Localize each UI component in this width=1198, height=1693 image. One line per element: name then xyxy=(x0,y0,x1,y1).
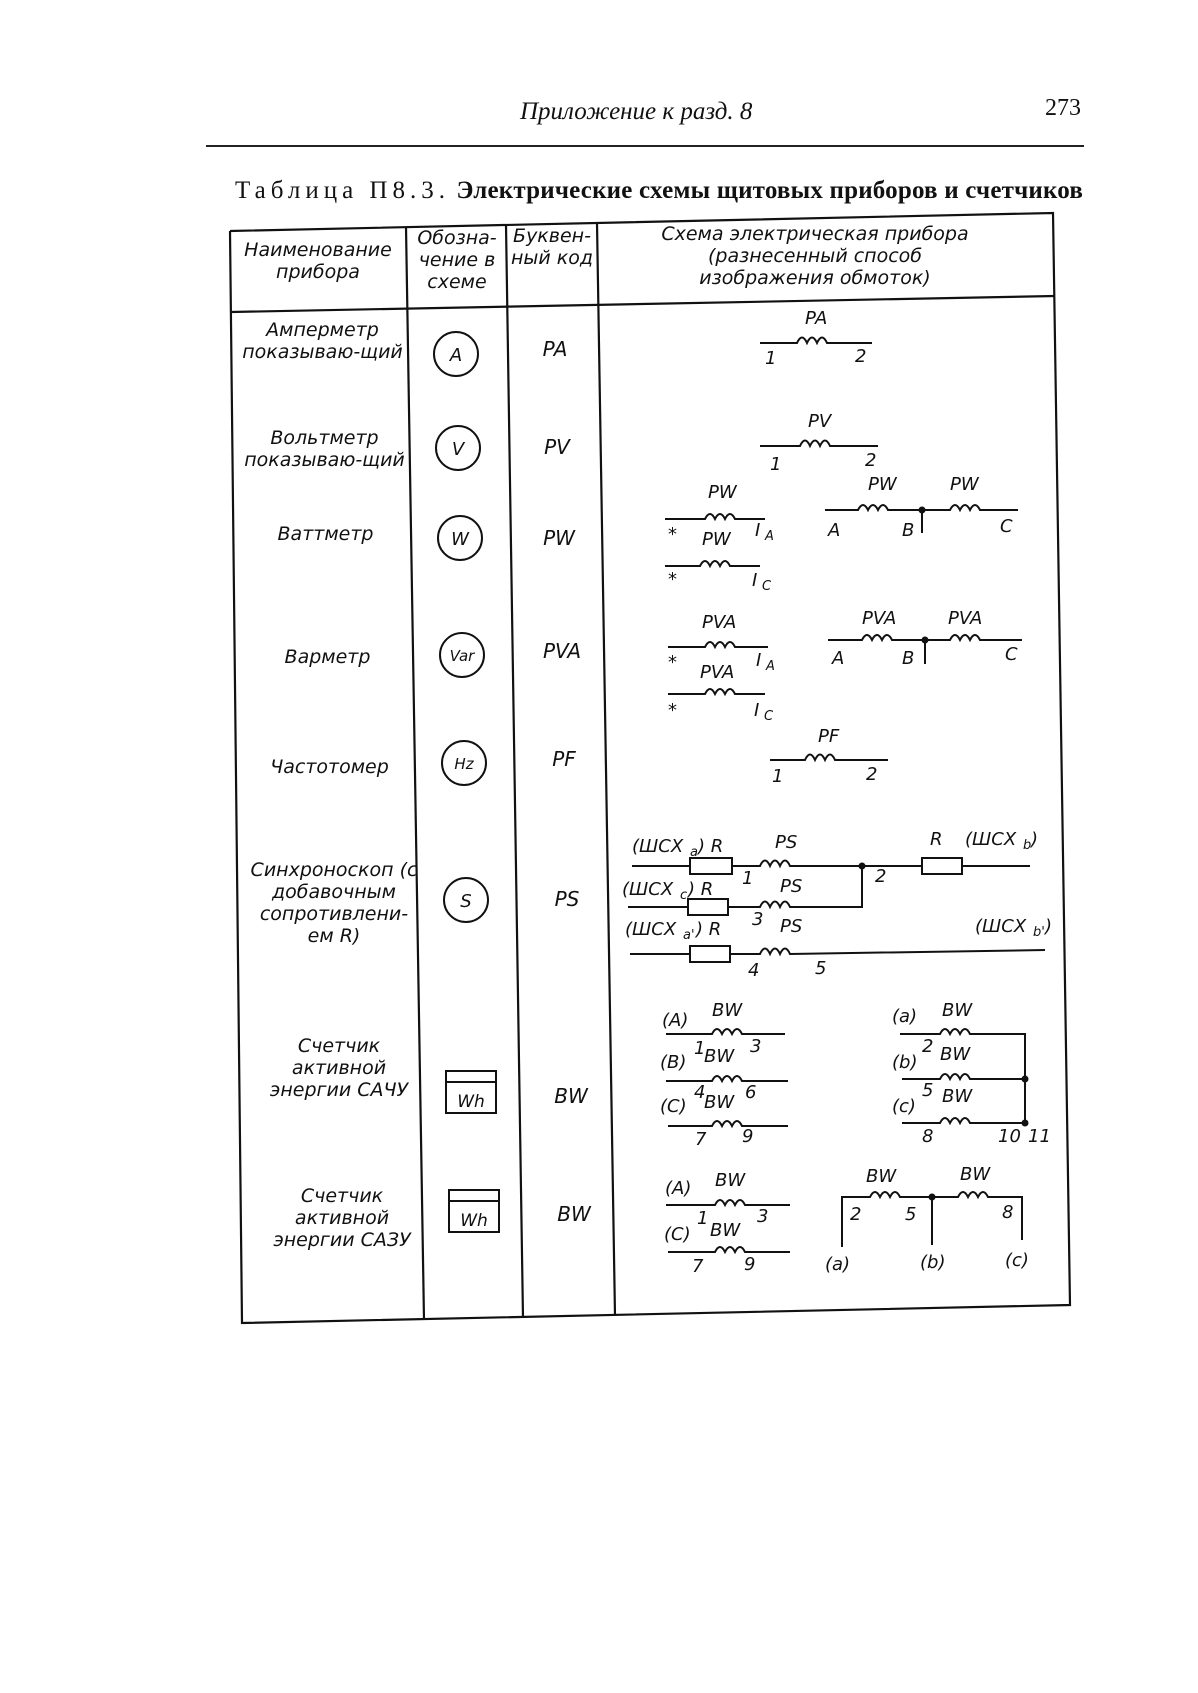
row-code-pw: PW xyxy=(543,526,575,550)
svg-text:BW: BW xyxy=(942,1000,973,1021)
svg-text:2: 2 xyxy=(866,764,878,785)
svg-text:4: 4 xyxy=(748,960,760,981)
svg-text:(A): (A) xyxy=(662,1010,689,1031)
svg-text:(b): (b) xyxy=(892,1052,918,1073)
svg-text:) R: ) R xyxy=(696,919,722,940)
svg-text:7: 7 xyxy=(692,1256,704,1277)
svg-text:PA: PA xyxy=(805,308,828,329)
svg-text:I: I xyxy=(754,700,760,721)
svg-text:BW: BW xyxy=(710,1220,741,1241)
svg-text:B: B xyxy=(902,648,915,669)
svg-text:A: A xyxy=(828,520,841,541)
table-caption-label: Таблица П8.3. xyxy=(235,177,450,204)
svg-text:BW: BW xyxy=(940,1044,971,1065)
svg-text:2: 2 xyxy=(850,1204,862,1225)
svg-text:3: 3 xyxy=(757,1206,769,1227)
svg-text:7: 7 xyxy=(695,1129,707,1150)
meter-symbol-sazu-label: Wh xyxy=(460,1211,488,1231)
row-code-pf: PF xyxy=(552,747,576,771)
svg-text:BW: BW xyxy=(866,1166,897,1187)
table-caption-title: Электрические схемы щитовых приборов и счетчиков xyxy=(456,177,1084,204)
svg-text:(C): (C) xyxy=(664,1224,691,1245)
svg-text:(c): (c) xyxy=(892,1096,916,1117)
svg-text:BW: BW xyxy=(704,1092,735,1113)
row-name-synchroscope: Синхроноскоп (с добавочным сопротивлени-ем R) xyxy=(250,859,418,947)
svg-text:(a): (a) xyxy=(825,1254,851,1275)
row-name-varmeter: Варметр xyxy=(284,646,371,668)
svg-text:(a): (a) xyxy=(892,1006,918,1027)
svg-text:(B): (B) xyxy=(660,1052,687,1073)
row-name-meter-sazu: Счетчик активной энергии САЗУ xyxy=(273,1185,411,1251)
svg-text:3: 3 xyxy=(750,1036,762,1057)
row-name-wattmeter: Ваттметр xyxy=(277,523,374,545)
svg-text:BW: BW xyxy=(715,1170,746,1191)
svg-text:*: * xyxy=(668,569,677,590)
svg-text:3: 3 xyxy=(752,909,764,930)
svg-text:4: 4 xyxy=(694,1082,706,1103)
column-header-name: Наименование прибора xyxy=(244,239,392,283)
svg-text:PW: PW xyxy=(950,474,979,495)
svg-text:8: 8 xyxy=(1002,1202,1014,1223)
svg-text:PS: PS xyxy=(780,916,803,937)
row-name-ammeter: Амперметр показываю-щий xyxy=(242,319,403,363)
svg-text:8: 8 xyxy=(922,1126,934,1147)
svg-text:PVA: PVA xyxy=(702,612,737,633)
svg-text:5: 5 xyxy=(815,958,827,979)
svg-text:I: I xyxy=(752,570,758,591)
svg-text:PVA: PVA xyxy=(948,608,983,629)
row-name-voltmeter: Вольтметр показываю-щий xyxy=(244,427,405,471)
row-code-ps: PS xyxy=(554,887,580,911)
svg-text:C: C xyxy=(764,709,774,724)
svg-text:A: A xyxy=(832,648,845,669)
svg-text:) R: ) R xyxy=(688,879,714,900)
svg-text:c: c xyxy=(680,888,688,903)
svg-text:C: C xyxy=(762,579,772,594)
ammeter-symbol-label: A xyxy=(449,345,463,366)
voltmeter-symbol-label: V xyxy=(451,439,465,460)
svg-text:(ШСХ: (ШСХ xyxy=(625,919,677,940)
frequency-meter-symbol-label: Hz xyxy=(454,755,474,773)
row-code-bw-sachu: BW xyxy=(554,1084,588,1108)
svg-text:5: 5 xyxy=(922,1080,934,1101)
svg-text:1: 1 xyxy=(694,1038,706,1059)
svg-text:1: 1 xyxy=(770,454,782,475)
meter-symbol-sachu-label: Wh xyxy=(457,1092,485,1112)
svg-text:1: 1 xyxy=(742,868,754,889)
svg-text:PW: PW xyxy=(702,529,731,550)
svg-text:2: 2 xyxy=(865,450,877,471)
varmeter-symbol-label: Var xyxy=(449,647,475,665)
svg-text:PF: PF xyxy=(818,726,840,747)
svg-text:C: C xyxy=(1000,516,1013,537)
svg-text:A: A xyxy=(765,529,774,544)
row-code-pa: PA xyxy=(542,337,568,361)
svg-text:PS: PS xyxy=(780,876,803,897)
svg-text:I: I xyxy=(755,520,761,541)
running-title: Приложение к разд. 8 xyxy=(520,98,753,125)
svg-text:BW: BW xyxy=(942,1086,973,1107)
svg-text:2: 2 xyxy=(875,866,887,887)
row-code-pva: PVA xyxy=(542,639,582,663)
svg-text:PV: PV xyxy=(808,411,832,432)
svg-text:(ШСХ: (ШСХ xyxy=(632,836,684,857)
svg-text:A: A xyxy=(766,659,775,674)
svg-text:(b): (b) xyxy=(920,1252,946,1273)
svg-text:b': b' xyxy=(1033,925,1045,940)
svg-text:*: * xyxy=(668,524,677,545)
column-header-symbol: Обозна-чение в схеме xyxy=(417,227,497,293)
svg-text:R: R xyxy=(930,829,943,850)
svg-text:PVA: PVA xyxy=(700,662,735,683)
svg-text:BW: BW xyxy=(704,1046,735,1067)
svg-text:9: 9 xyxy=(742,1126,754,1147)
svg-text:PS: PS xyxy=(775,832,798,853)
svg-text:1: 1 xyxy=(697,1208,709,1229)
svg-text:PW: PW xyxy=(868,474,897,495)
column-header-code: Буквен-ный код xyxy=(510,225,594,269)
svg-text:PVA: PVA xyxy=(862,608,897,629)
svg-text:) R: ) R xyxy=(698,836,724,857)
svg-text:): ) xyxy=(1045,916,1053,937)
svg-text:(ШСХ: (ШСХ xyxy=(622,879,674,900)
svg-text:(A): (A) xyxy=(665,1178,692,1199)
svg-text:C: C xyxy=(1005,644,1018,665)
svg-text:b: b xyxy=(1023,838,1032,853)
svg-text:BW: BW xyxy=(960,1164,991,1185)
svg-text:(c): (c) xyxy=(1005,1250,1029,1271)
svg-text:*: * xyxy=(668,652,677,673)
svg-text:9: 9 xyxy=(744,1254,756,1275)
row-name-meter-sachu: Счетчик активной энергии САЧУ xyxy=(269,1035,409,1101)
row-code-pv: PV xyxy=(544,435,570,459)
svg-text:a: a xyxy=(690,845,698,860)
column-header-scheme: Схема электрическая прибора (разнесенный способ изображения обмоток) xyxy=(661,223,969,289)
svg-text:I: I xyxy=(756,650,762,671)
svg-text:PW: PW xyxy=(708,482,737,503)
svg-text:6: 6 xyxy=(745,1082,757,1103)
svg-text:): ) xyxy=(1031,829,1039,850)
page-number: 273 xyxy=(1045,95,1081,121)
svg-text:*: * xyxy=(668,700,677,721)
svg-text:2: 2 xyxy=(855,346,867,367)
svg-text:1: 1 xyxy=(765,348,777,369)
svg-text:10: 10 xyxy=(998,1126,1021,1147)
svg-text:1: 1 xyxy=(772,766,784,787)
svg-text:(ШСХ: (ШСХ xyxy=(965,829,1017,850)
svg-text:BW: BW xyxy=(712,1000,743,1021)
svg-text:B: B xyxy=(902,520,915,541)
svg-text:(ШСХ: (ШСХ xyxy=(975,916,1027,937)
wattmeter-symbol-label: W xyxy=(451,529,469,550)
svg-text:11: 11 xyxy=(1028,1126,1051,1147)
svg-text:5: 5 xyxy=(905,1204,917,1225)
row-code-bw-sazu: BW xyxy=(557,1202,591,1226)
svg-text:2: 2 xyxy=(922,1036,934,1057)
svg-text:a': a' xyxy=(683,928,695,943)
synchroscope-symbol-label: S xyxy=(460,891,472,912)
svg-text:(C): (C) xyxy=(660,1096,687,1117)
row-name-frequency-meter: Частотомер xyxy=(270,756,389,778)
